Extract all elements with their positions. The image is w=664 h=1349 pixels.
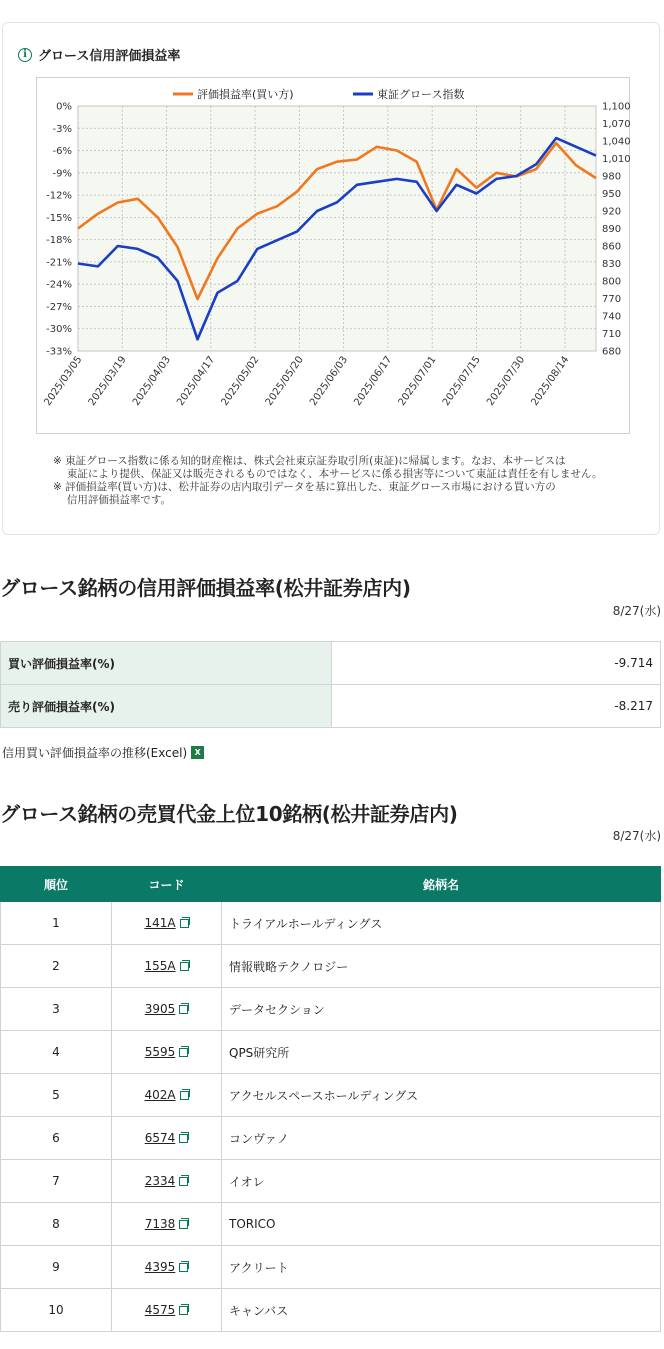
- y-right-tick-label: 770: [602, 294, 622, 305]
- code-cell: [112, 1160, 222, 1203]
- table-row: [1, 642, 661, 685]
- x-tick-label: 2025/07/01: [396, 354, 439, 408]
- copy-icon[interactable]: [179, 1306, 188, 1315]
- copy-icon[interactable]: [180, 1091, 189, 1100]
- table-row: [1, 945, 661, 988]
- table-row: [1, 1031, 661, 1074]
- copy-icon[interactable]: [179, 1048, 188, 1057]
- y-left-tick-label: -3%: [52, 123, 72, 135]
- excel-download-link[interactable]: [2, 744, 204, 761]
- y-left-tick-label: -24%: [46, 279, 72, 291]
- buy-rate-label: 買い評価損益率(%): [1, 642, 332, 685]
- x-tick-label: 2025/04/17: [175, 354, 218, 408]
- y-right-tick-label: 980: [602, 171, 622, 183]
- x-tick-label: 2025/04/03: [130, 354, 174, 408]
- excel-link-text[interactable]: 信用買い評価損益率の推移(Excel): [2, 746, 188, 760]
- y-right-tick-label: 950: [602, 189, 622, 200]
- note-line: ※ 評価損益率(買い方)は、松井証券の店内取引データを基に算出した、東証グロース市場における買い方の: [53, 481, 556, 493]
- section1-heading: グロース銘柄の信用評価損益率(松井証券店内): [0, 576, 411, 600]
- info-icon[interactable]: i: [18, 48, 32, 62]
- y-right-tick-label: 1,070: [602, 119, 631, 130]
- legend-label: 東証グロース指数: [377, 88, 465, 101]
- stock-code-link[interactable]: 4395: [144, 1260, 176, 1274]
- code-cell: [112, 1246, 222, 1289]
- buy-rate-value: -9.714: [332, 642, 661, 685]
- stock-code-link[interactable]: 4575: [144, 1303, 176, 1317]
- copy-icon[interactable]: [179, 1220, 188, 1229]
- chart-notes: [53, 455, 603, 507]
- x-tick-label: 2025/07/15: [440, 354, 483, 408]
- x-tick-label: 2025/03/19: [86, 354, 129, 408]
- x-tick-label: 2025/07/30: [485, 354, 528, 408]
- code-cell: [112, 1117, 222, 1160]
- rank-cell: 6: [1, 1117, 112, 1160]
- y-right-tick-label: 830: [602, 259, 622, 270]
- code-cell: [112, 1289, 222, 1332]
- stock-code-link[interactable]: 7138: [144, 1217, 176, 1231]
- section2-heading: グロース銘柄の売買代金上位10銘柄(松井証券店内): [0, 802, 458, 826]
- copy-icon[interactable]: [179, 1005, 188, 1014]
- chart-frame: [36, 77, 630, 434]
- table-row: [1, 1203, 661, 1246]
- table-row: [1, 902, 661, 945]
- rank-cell: 9: [1, 1246, 112, 1289]
- table-row: [1, 1074, 661, 1117]
- y-right-tick-label: 920: [602, 206, 622, 218]
- y-left-tick-label: 0%: [56, 101, 72, 113]
- table-row: [1, 1117, 661, 1160]
- legend-label: 評価損益率(買い方): [197, 88, 294, 101]
- table-row: [1, 1246, 661, 1289]
- y-left-tick-label: -6%: [52, 146, 72, 158]
- stock-name: 情報戦略テクノロジー: [222, 945, 661, 988]
- stock-name: データセクション: [222, 988, 661, 1031]
- code-cell: [112, 902, 222, 945]
- rank-cell: 7: [1, 1160, 112, 1203]
- y-right-tick-label: 800: [602, 276, 622, 288]
- y-right-tick-label: 1,010: [602, 154, 631, 165]
- rank-cell: 3: [1, 988, 112, 1031]
- y-right-tick-label: 860: [602, 241, 622, 253]
- table-row: [1, 988, 661, 1031]
- y-left-tick-label: -9%: [52, 168, 72, 180]
- plot-area: [78, 106, 596, 351]
- x-tick-label: 2025/06/03: [308, 354, 351, 408]
- code-cell: [112, 1203, 222, 1246]
- chart-card-title: [18, 45, 180, 64]
- copy-icon[interactable]: [179, 1263, 188, 1272]
- stock-code-link[interactable]: 3905: [144, 1002, 176, 1016]
- rank-cell: 8: [1, 1203, 112, 1246]
- copy-icon[interactable]: [180, 962, 189, 971]
- rank-cell: 1: [1, 902, 112, 945]
- section2-date: 8/27(水): [612, 829, 661, 843]
- rank-cell: 5: [1, 1074, 112, 1117]
- x-tick-label: 2025/03/05: [42, 354, 85, 408]
- copy-icon[interactable]: [180, 919, 189, 928]
- sell-rate-label: 売り評価損益率(%): [1, 685, 332, 728]
- stock-code-link[interactable]: 141A: [144, 916, 176, 930]
- stock-name: QPS研究所: [222, 1031, 661, 1074]
- y-left-tick-label: -21%: [46, 257, 72, 269]
- stock-name: キャンバス: [222, 1289, 661, 1332]
- chart-title-text: グロース信用評価損益率: [38, 49, 181, 64]
- x-tick-label: 2025/05/20: [263, 354, 306, 408]
- stock-code-link[interactable]: 155A: [144, 959, 176, 973]
- y-right-tick-label: 740: [602, 311, 622, 323]
- header-name: 銘柄名: [222, 867, 661, 902]
- stock-name: コンヴァノ: [222, 1117, 661, 1160]
- ranking-table: [0, 866, 661, 1332]
- code-cell: [112, 1074, 222, 1117]
- stock-code-link[interactable]: 5595: [144, 1045, 176, 1059]
- copy-icon[interactable]: [179, 1177, 188, 1186]
- stock-code-link[interactable]: 402A: [144, 1088, 176, 1102]
- stock-name: トライアルホールディングス: [222, 902, 661, 945]
- table-row: [1, 1160, 661, 1203]
- rank-cell: 4: [1, 1031, 112, 1074]
- table-header-row: [1, 867, 661, 902]
- stock-name: TORICO: [222, 1203, 661, 1246]
- rank-cell: 10: [1, 1289, 112, 1332]
- y-left-tick-label: -30%: [46, 324, 72, 336]
- note-line: 東証により提供、保証又は販売されるものではなく、本サービスに係る損害等について東証は責任を有しません。: [53, 468, 603, 480]
- x-tick-label: 2025/06/17: [352, 354, 395, 408]
- stock-name: アクリート: [222, 1246, 661, 1289]
- table-row: [1, 685, 661, 728]
- growth-chart: [37, 78, 631, 435]
- x-tick-label: 2025/05/02: [219, 354, 262, 408]
- rank-cell: 2: [1, 945, 112, 988]
- chart-card: [2, 22, 660, 535]
- y-right-tick-label: 890: [602, 224, 622, 235]
- x-tick-label: 2025/08/14: [529, 354, 572, 408]
- copy-icon[interactable]: [179, 1134, 188, 1143]
- header-code: コード: [112, 867, 222, 902]
- code-cell: [112, 945, 222, 988]
- y-left-tick-label: -15%: [46, 212, 72, 224]
- y-right-tick-label: 680: [602, 346, 622, 358]
- y-right-tick-label: 1,100: [602, 101, 631, 113]
- y-left-tick-label: -33%: [46, 346, 72, 358]
- stock-code-link[interactable]: 2334: [144, 1174, 176, 1188]
- code-cell: [112, 1031, 222, 1074]
- y-right-tick-label: 1,040: [602, 136, 631, 148]
- stock-name: アクセルスペースホールディングス: [222, 1074, 661, 1117]
- note-line: 信用評価損益率です。: [53, 494, 171, 506]
- code-cell: [112, 988, 222, 1031]
- header-rank: 順位: [1, 867, 112, 902]
- stock-code-link[interactable]: 6574: [144, 1131, 176, 1145]
- stock-name: イオレ: [222, 1160, 661, 1203]
- note-line: ※ 東証グロース指数に係る知的財産権は、株式会社東京証券取引所(東証)に帰属します。なお、本サービスは: [53, 455, 566, 467]
- y-left-tick-label: -27%: [46, 301, 72, 313]
- excel-icon[interactable]: X: [191, 746, 204, 759]
- table-row: [1, 1289, 661, 1332]
- y-left-tick-label: -12%: [46, 190, 72, 202]
- sell-rate-value: -8.217: [332, 685, 661, 728]
- section1-date: 8/27(水): [612, 604, 661, 618]
- y-left-tick-label: -18%: [46, 235, 72, 247]
- y-right-tick-label: 710: [602, 329, 622, 340]
- rate-table: [0, 641, 661, 728]
